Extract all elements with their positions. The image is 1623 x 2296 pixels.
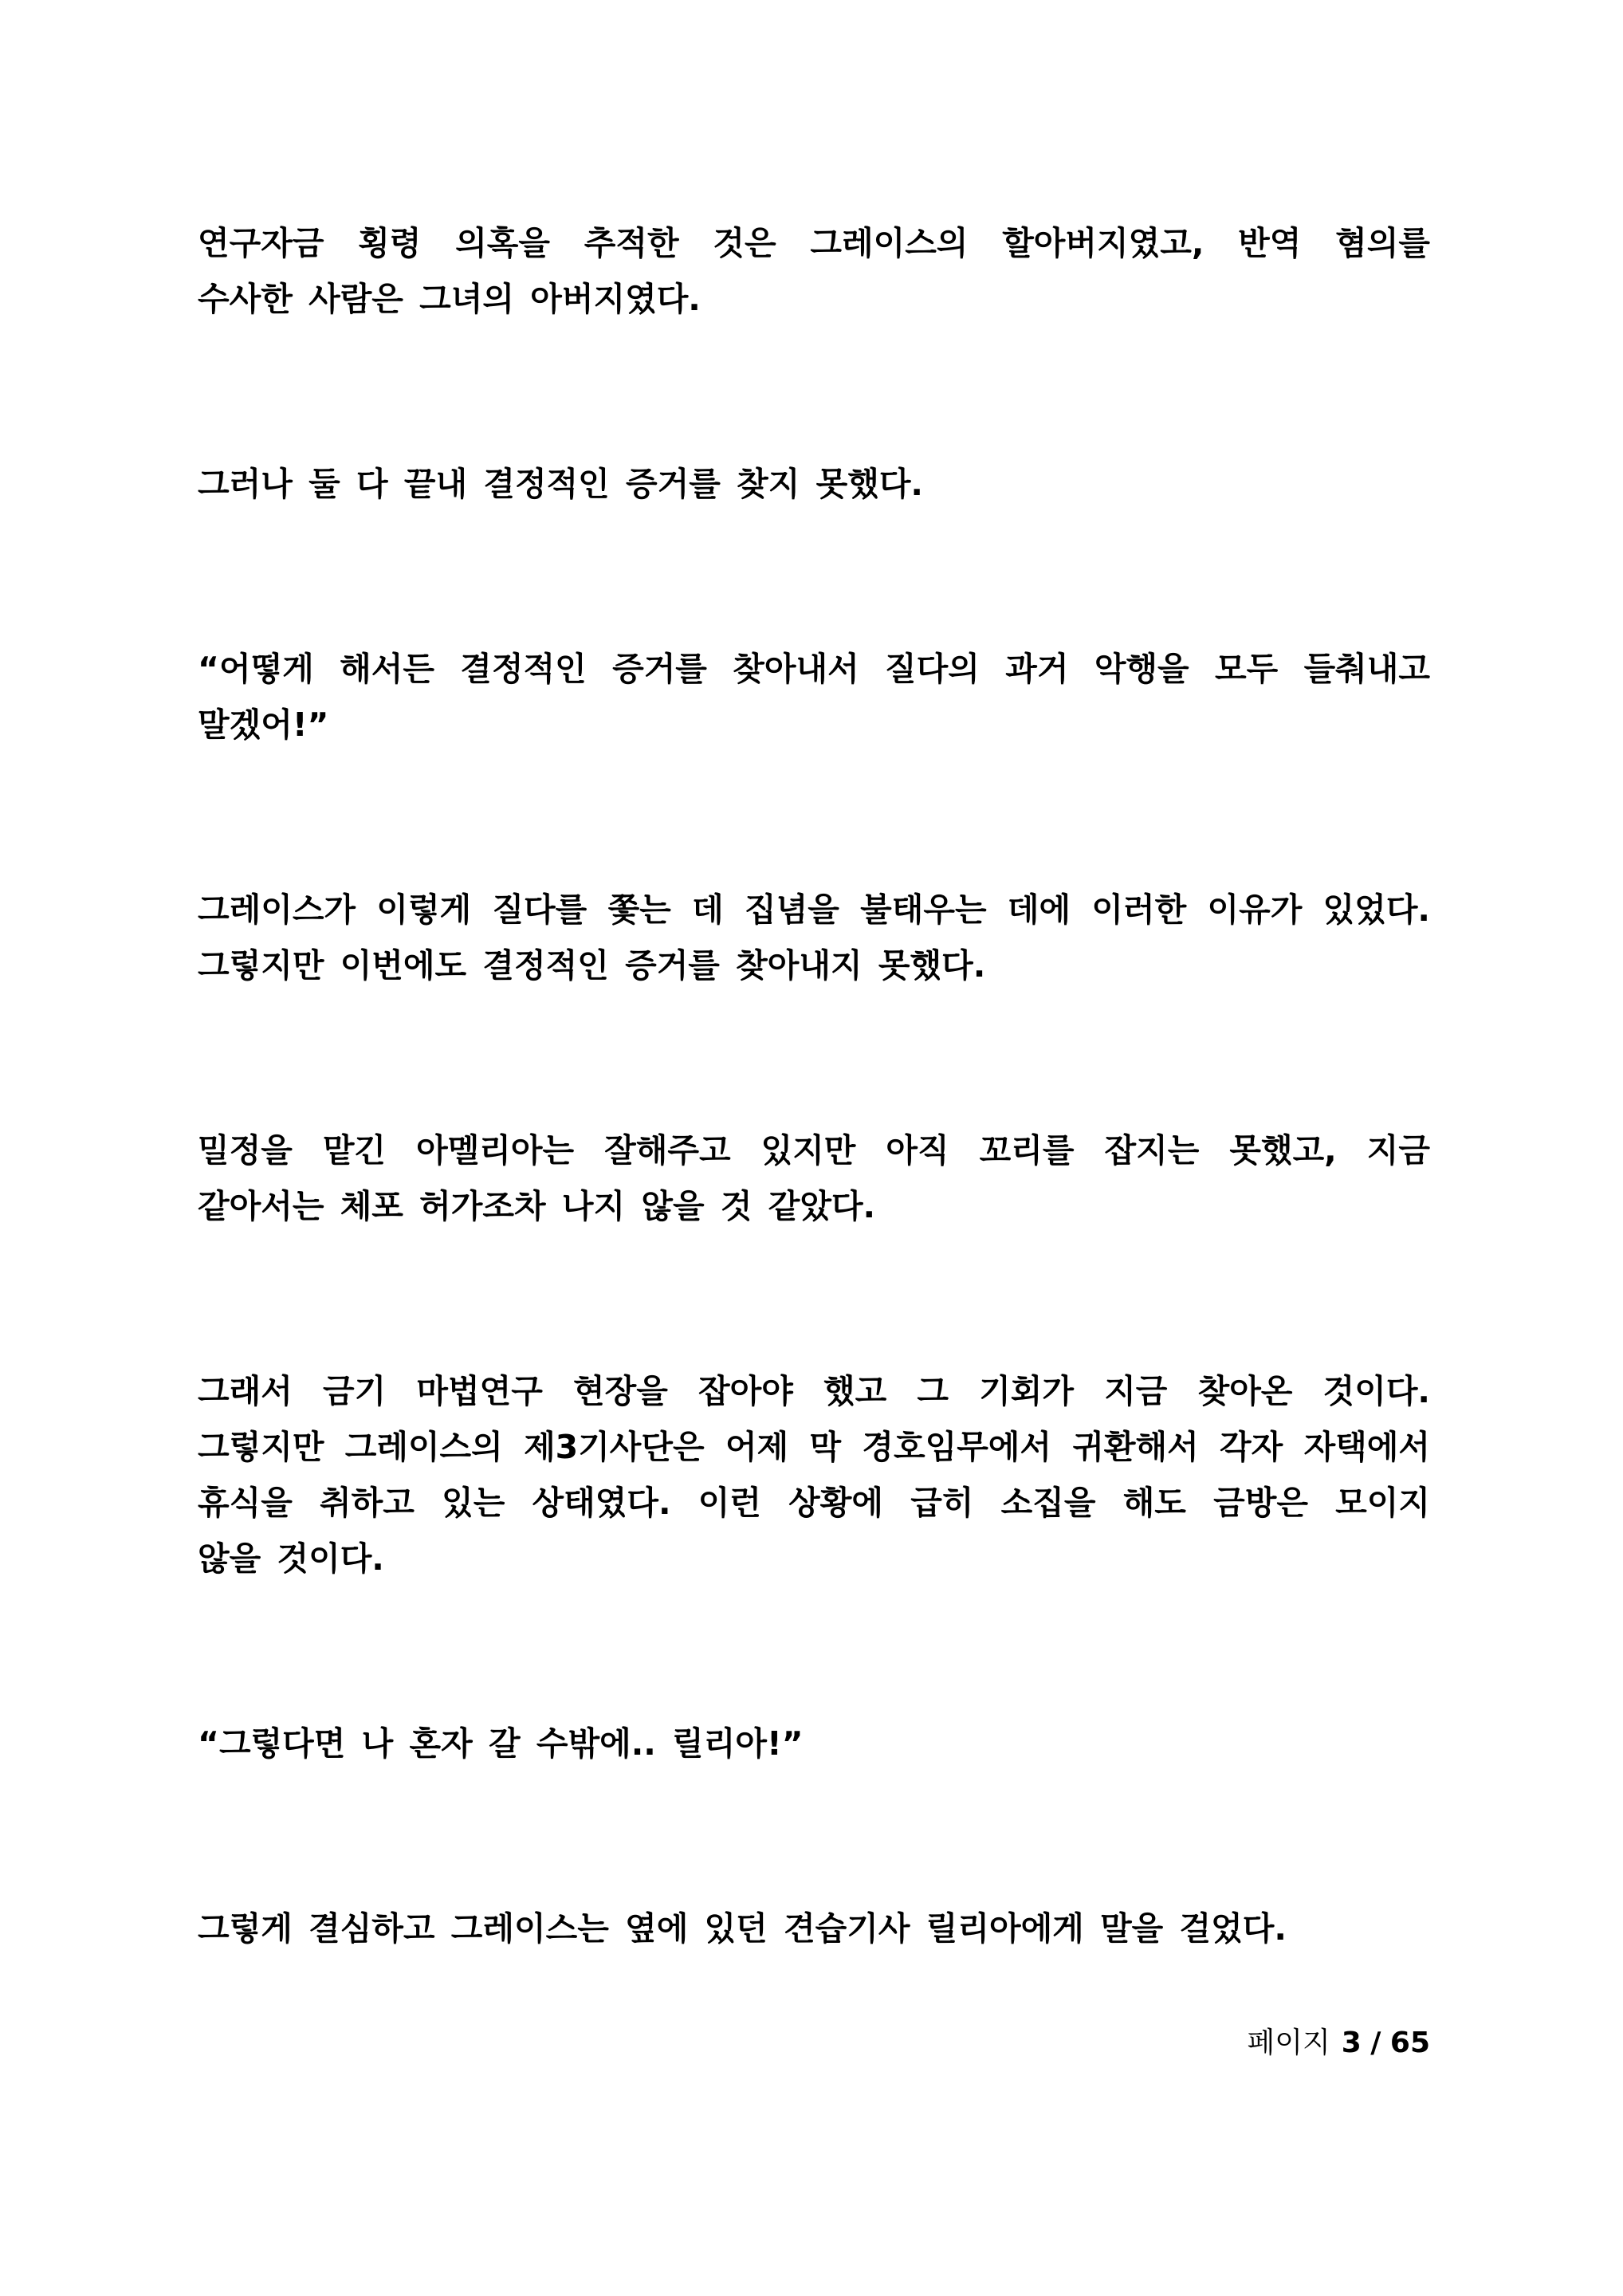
text-line: 말겠어!” xyxy=(198,706,329,744)
page-number-footer xyxy=(1247,2023,1430,2063)
paragraph-2 xyxy=(198,456,1430,512)
text-line: “그렇다면 나 혼자 갈 수밖에.. 릴리아!” xyxy=(198,1724,804,1763)
text-line: 연구자금 횡령 의혹을 추적한 것은 그레이스의 할아버지였고, 반역 혐의를 xyxy=(198,224,1430,262)
paragraph-6 xyxy=(198,1363,1430,1586)
text-line: 그래서 금기 마법연구 현장을 잡아야 했고 그 기회가 지금 찾아온 것이다. xyxy=(198,1372,1430,1410)
page-label: 페이지 xyxy=(1247,2027,1330,2059)
text-line: 수사한 사람은 그녀의 아버지였다. xyxy=(198,280,701,318)
paragraph-3 xyxy=(198,641,1430,753)
page-separator: / xyxy=(1370,2027,1381,2059)
text-line: 그렇지만 이번에도 결정적인 증거를 찾아내지 못했다. xyxy=(198,946,986,985)
text-line: 휴식을 취하고 있는 상태였다. 이런 상황에 급히 소집을 해도 금방은 모이지 xyxy=(198,1484,1430,1522)
text-line: 그렇지만 그레이스의 제3기사단은 어제 막 경호임무에서 귀환해서 각자 자택에서 xyxy=(198,1428,1430,1466)
text-line: “어떻게 해서든 결정적인 증거를 찾아내서 질다의 과거 악행을 모두 들춰내고 xyxy=(198,650,1430,688)
paragraph-4 xyxy=(198,882,1430,993)
text-line: 밀정을 맡긴 아멜리아는 잘해주고 있지만 아직 꼬리를 잡지는 못했고, 지금 xyxy=(198,1131,1430,1170)
paragraph-5 xyxy=(198,1122,1430,1234)
text-line: 그러나 둘 다 끝내 결정적인 증거를 찾지 못했다. xyxy=(198,465,924,503)
paragraph-8 xyxy=(198,1901,1430,1956)
document-body xyxy=(198,215,1430,2086)
text-line: 그레이스가 이렇게 질다를 쫓는 데 집념을 불태우는 데에 이러한 이유가 있었다. xyxy=(198,890,1430,929)
current-page-number: 3 xyxy=(1341,2027,1362,2059)
text-line: 않을 것이다. xyxy=(198,1539,384,1578)
paragraph-7 xyxy=(198,1716,1430,1771)
text-line: 그렇게 결심하고 그레이스는 옆에 있던 견습기사 릴리아에게 말을 걸었다. xyxy=(198,1909,1287,1948)
text-line: 같아서는 체포 허가조차 나지 않을 것 같았다. xyxy=(198,1187,876,1225)
total-page-count: 65 xyxy=(1389,2027,1430,2059)
paragraph-1 xyxy=(198,215,1430,327)
